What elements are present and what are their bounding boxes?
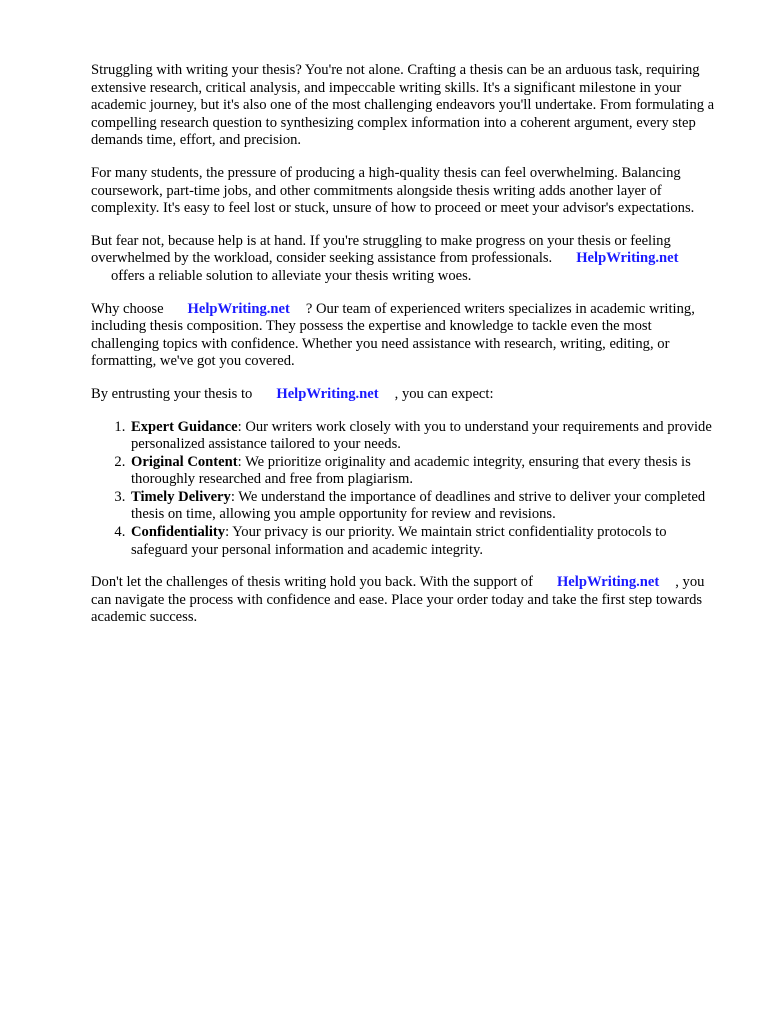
helpwriting-link[interactable]: HelpWriting.net — [576, 250, 679, 267]
closing-text-before: Don't let the challenges of thesis writing hold you back. With the support of — [91, 574, 533, 591]
features-list — [91, 419, 718, 560]
feature-title: Expert Guidance — [131, 418, 238, 435]
feature-title: Timely Delivery — [131, 488, 231, 505]
help-paragraph — [91, 233, 718, 286]
closing-paragraph — [91, 574, 718, 627]
feature-title: Confidentiality — [131, 524, 226, 541]
helpwriting-link[interactable]: HelpWriting.net — [187, 300, 290, 317]
pressure-paragraph: For many students, the pressure of producing a high-quality thesis can feel overwhelming. Balancing coursework, part-time jobs, and other commitments alongside thesis writing adds another layer of complexity. It's easy to feel lost or stuck, unsure of how to proceed or meet your advisor's expectations. — [91, 164, 695, 217]
entrust-text-before: By entrusting your thesis to — [91, 385, 253, 402]
list-item — [129, 524, 718, 559]
help-text-after: offers a reliable solution to alleviate your thesis writing woes. — [111, 267, 472, 284]
intro-paragraph: Struggling with writing your thesis? You're not alone. Crafting a thesis can be an arduous task, requiring extensive research, critical analysis, and impeccable writing skills. It's a significant milestone in your academic journey, but it's also one of the most challenging endeavors you'll undertake. From formulating a compelling research question to synthesizing complex information into a coherent argument, every step demands time, effort, and precision. — [91, 62, 715, 149]
closing-text-after: , you can navigate the process with confidence and ease. Place your order today and take the first step towards academic success. — [91, 574, 705, 626]
list-item — [129, 419, 718, 454]
feature-text: : Our writers work closely with you to understand your requirements and provide personalized assistance tailored to your needs. — [131, 418, 712, 453]
helpwriting-link[interactable]: HelpWriting.net — [556, 574, 660, 591]
feature-text: : We understand the importance of deadlines and strive to deliver your completed thesis on time, allowing you ample opportunity for review and revisions. — [131, 488, 706, 523]
feature-title: Original Content — [131, 453, 238, 470]
help-text-before: But fear not, because help is at hand. If you're struggling to make progress on your thesis or feeling overwhelmed by the workload, consider seeking assistance from professionals. — [91, 232, 671, 267]
list-item — [129, 454, 718, 489]
entrusting-paragraph — [91, 386, 718, 404]
list-item — [129, 489, 718, 524]
helpwriting-link[interactable]: HelpWriting.net — [276, 385, 379, 402]
why-text-after: ? Our team of experienced writers specializes in academic writing, including thesis composition. They possess the expertise and knowledge to tackle even the most challenging topics with confidence. Whether you need assistance with research, writing, editing, or formatting, we've got you covered. — [91, 300, 695, 370]
feature-text: : We prioritize originality and academic integrity, ensuring that every thesis is thoroughly researched and free from plagiarism. — [131, 453, 691, 488]
why-choose-paragraph — [91, 301, 718, 371]
feature-text: : Your privacy is our priority. We maintain strict confidentiality protocols to safeguard your personal information and academic integrity. — [131, 524, 667, 558]
why-text-before: Why choose — [91, 300, 164, 317]
entrust-text-after: , you can expect: — [394, 385, 494, 402]
